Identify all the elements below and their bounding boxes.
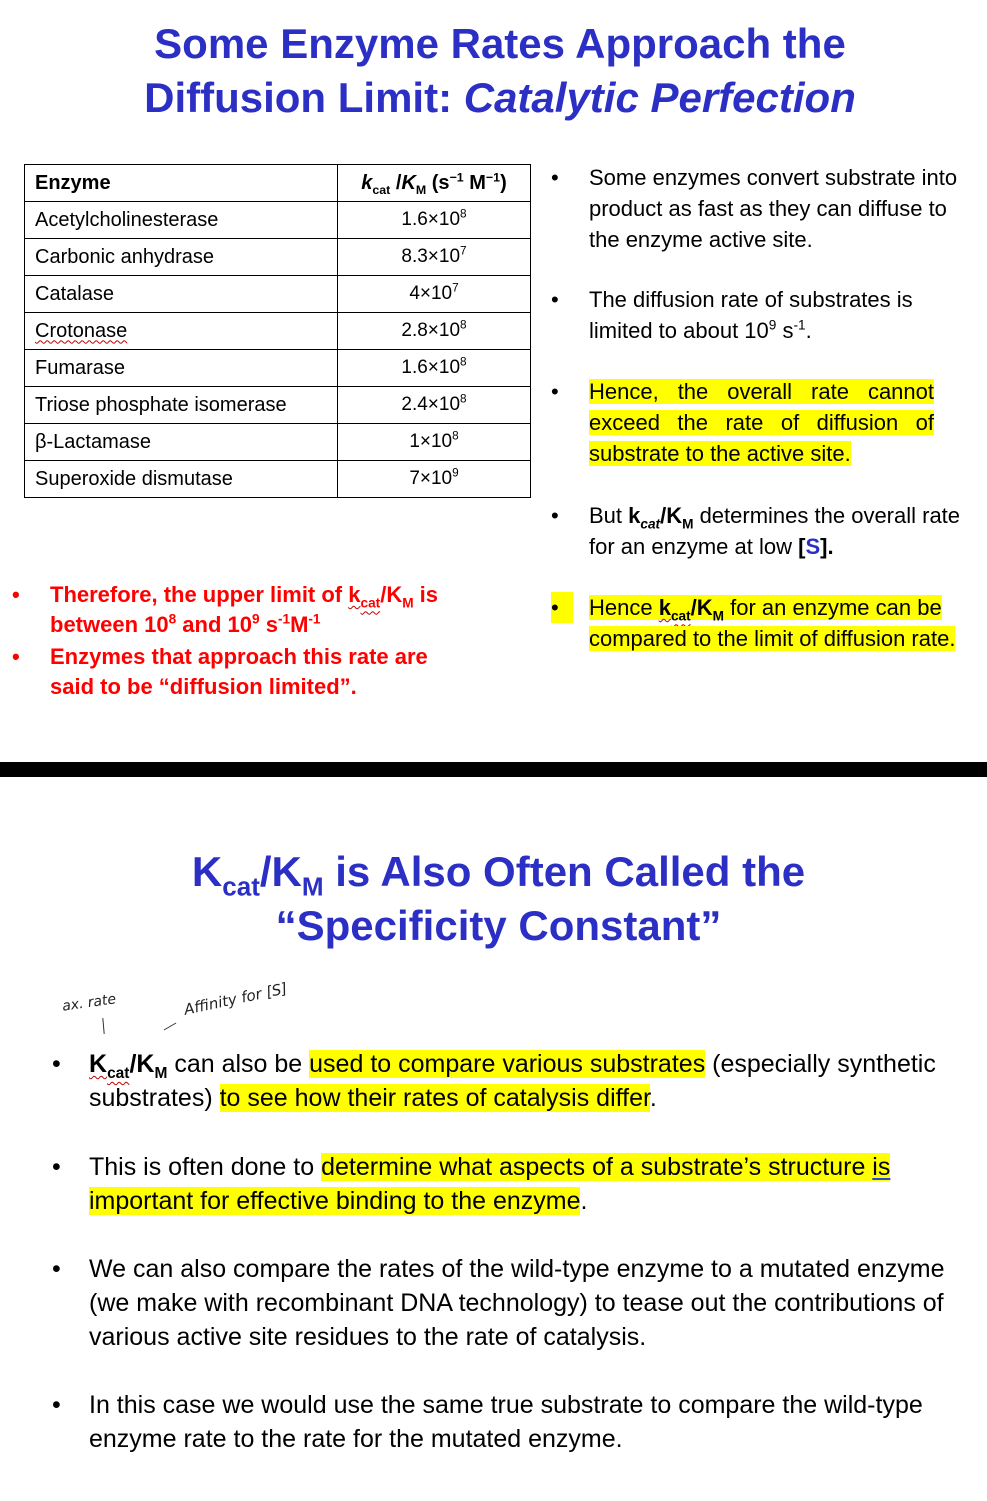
slide2-title-line2: “Specificity Constant” [275,902,722,949]
s2-bullet-4 [52,1388,949,1456]
enzyme-name: Superoxide dismutase [25,461,338,498]
rate-exponent: 8 [460,207,467,221]
s2-b1-end: . [649,1084,657,1112]
right-bullet-3 [551,376,934,469]
hdr-units2: M [463,171,486,194]
header-rate [338,165,531,202]
r2-line1: Enzymes that approach this rate are [50,644,428,669]
bullet-dot: • [551,503,559,528]
slide1-title [0,17,987,125]
rate-mantissa: 1×10 [409,431,453,452]
bullet-dot: • [551,287,559,312]
b5-k: k [658,595,671,620]
t2-K: K [191,848,223,895]
bullet-dot: • [12,582,20,607]
bullet-text: Some enzymes convert substrate into product as fast as they can diffuse to the enzyme active site. [589,165,958,252]
r1-and: and 10 [176,612,252,637]
b4-pre: But [589,503,629,528]
table-row [25,461,531,498]
s2-b1-kcat-km [89,1050,168,1082]
r1-s: s [259,612,278,637]
table-row [25,350,531,387]
slide2-title [0,845,987,953]
r1-M: M [402,595,414,611]
s2-bullet-1 [52,1047,949,1115]
r1-cat: cat [360,595,381,611]
bullet-exp: 9 [768,317,777,333]
s2-b2-a: This is often done to [89,1153,322,1181]
hdr-cat: cat [372,182,391,197]
b5-cat: cat [670,608,691,624]
r1-exp9: 9 [252,611,260,627]
rate-mantissa: 4×10 [409,283,453,304]
hdr-slash: / [390,171,402,194]
table-row [25,387,531,424]
rate-exponent: 8 [460,392,467,406]
table-row [25,202,531,239]
red-bullet-1-line2 [50,610,520,640]
s2-b1-b: (especially synthetic substrates) [89,1050,936,1112]
r1-exp8: 8 [168,611,177,627]
title-prefix: Diffusion Limit: [144,74,464,121]
rate-value [338,202,531,239]
rate-value [338,276,531,313]
b5-rest: for an enzyme can be compared to the limit of diffusion rate. [589,595,956,651]
rate-value [338,387,531,424]
enzyme-name [25,313,338,350]
rate-value [338,461,531,498]
b5-highlighted [589,595,955,651]
rate-exponent: 9 [452,466,459,480]
red-bullet-1 [12,580,520,640]
table-row [25,313,531,350]
bullet-dot: • [551,592,573,623]
bullet-dot: • [52,1050,61,1078]
handwritten-note-affinity: Affinity for [S] [182,979,289,1019]
rate-exponent: 7 [452,281,459,295]
s2-b1-cat: cat [107,1065,130,1082]
red-bullet-1-line1 [50,580,520,610]
right-bullet-2 [551,284,974,346]
s2-b2-end: . [580,1187,588,1215]
right-bullet-1 [551,162,974,255]
right-bullet-5 [551,592,974,654]
table-header-row [25,165,531,202]
enzyme-name: Triose phosphate isomerase [25,387,338,424]
enzyme-name: Acetylcholinesterase [25,202,338,239]
slide2-title-line1 [0,845,987,902]
hdr-exp1: −1 [449,169,464,184]
r1-M2: M [290,612,309,637]
t2-slash: /K [259,848,302,895]
slide-divider [0,762,987,777]
b4-M: M [682,516,694,532]
enzyme-name: β-Lactamase [25,424,338,461]
rate-value [338,350,531,387]
b4-S: S [805,534,821,559]
rate-exponent: 8 [460,318,467,332]
bullet-dot: • [551,165,559,190]
handwritten-tick-2 [164,1023,177,1031]
handwritten-note-rate: ax. rate [61,991,118,1015]
rate-value [338,239,531,276]
handwritten-tick-1 [102,1018,104,1034]
b5-M: M [712,608,725,624]
bullet-unit-exp: -1 [793,317,806,333]
b5-pre: Hence [589,595,659,620]
b4-cat: cat [640,516,661,532]
enzyme-name: Fumarase [25,350,338,387]
s2-b1-a: can also be [167,1050,310,1078]
hdr-K: K [401,171,416,194]
b4-bracket-close: ]. [820,534,834,559]
s2-b2-is: is [872,1153,891,1181]
b4-slash: /K [660,503,683,528]
b5-kcat-km [658,595,725,624]
hdr-units: (s [426,171,450,194]
bullet-dot: • [52,1255,61,1283]
table-row [25,424,531,461]
s2-b1-M: M [154,1065,168,1082]
b5-slash: /K [690,595,713,620]
hdr-k: k [361,171,373,194]
s2-b1-K: K [89,1050,108,1078]
b4-mid: determines the overall rate for an enzyme at low [589,503,961,559]
r2-line2: said to be “diffusion limited”. [50,674,357,699]
r1-is: is [413,582,439,607]
t2-cat: cat [222,871,260,902]
slide1-title-line2 [0,71,987,125]
bullet-dot: • [551,379,559,404]
hdr-exp2: −1 [485,169,501,184]
enzyme-rate-table [24,164,531,498]
bullet-dot: • [12,644,20,669]
t2-rest: is Also Often Called the [323,848,806,895]
rate-value [338,424,531,461]
rate-mantissa: 2.8×10 [401,320,461,341]
bullet-text-highlighted: Hence, the overall rate cannot exceed the rate of diffusion of substrate to the active site. [589,379,934,466]
enzyme-name-text: Crotonase [35,319,128,342]
r1-sexp: -1 [277,611,291,627]
r1-slash: /K [380,582,403,607]
t2-M: M [301,871,324,902]
rate-mantissa: 7×10 [409,468,453,489]
bullet-dot: • [52,1391,61,1419]
s2-b2-hl2: important for effective binding to the enzyme [89,1187,581,1215]
s2-b4-text: In this case we would use the same true substrate to compare the wild-type enzyme rate to the rate for the mutated enzyme. [89,1391,923,1453]
s2-b2-hl1: determine what aspects of a substrate’s structure [321,1153,873,1181]
bullet-dot: • [52,1153,61,1181]
bullet-end: . [805,318,812,343]
rate-exponent: 7 [460,244,467,258]
red-bullet-2 [12,642,520,702]
rate-mantissa: 1.6×10 [401,357,461,378]
slide1-title-line1: Some Enzyme Rates Approach the [154,20,846,67]
s2-bullet-3 [52,1252,949,1354]
rate-value [338,313,531,350]
rate-mantissa: 2.4×10 [401,394,461,415]
table-row [25,239,531,276]
b4-bracket-open: [ [798,534,806,559]
bullet-text: The diffusion rate of substrates is limited to about 10 [589,287,913,343]
r1-k: k [348,582,361,607]
header-enzyme: Enzyme [25,165,338,202]
rate-exponent: 8 [452,429,459,443]
rate-mantissa: 8.3×10 [401,246,461,267]
s2-b1-hl1: used to compare various substrates [309,1050,706,1078]
hdr-close: ) [500,171,507,194]
enzyme-name: Catalase [25,276,338,313]
r1-pre: Therefore, the upper limit of [50,582,349,607]
table-row [25,276,531,313]
r1-between: between 10 [50,612,169,637]
bullet-unit: s [776,318,794,343]
s2-b1-slash: /K [129,1050,155,1078]
title-italic: Catalytic Perfection [463,74,856,121]
rate-mantissa: 1.6×10 [401,209,461,230]
enzyme-name: Carbonic anhydrase [25,239,338,276]
b4-kcat-km [628,503,694,532]
r1-Mexp: -1 [308,611,321,627]
b4-k: k [628,503,641,528]
right-bullet-4 [551,500,979,562]
rate-exponent: 8 [460,355,467,369]
s2-b1-hl2: to see how their rates of catalysis differ [219,1084,650,1112]
hdr-M: M [415,182,427,197]
s2-b3-text: We can also compare the rates of the wild-type enzyme to a mutated enzyme (we make with recombinant DNA technology) to tease out the contributions of various active site residues to the rate of catalysis. [89,1255,945,1351]
s2-bullet-2 [52,1150,949,1218]
